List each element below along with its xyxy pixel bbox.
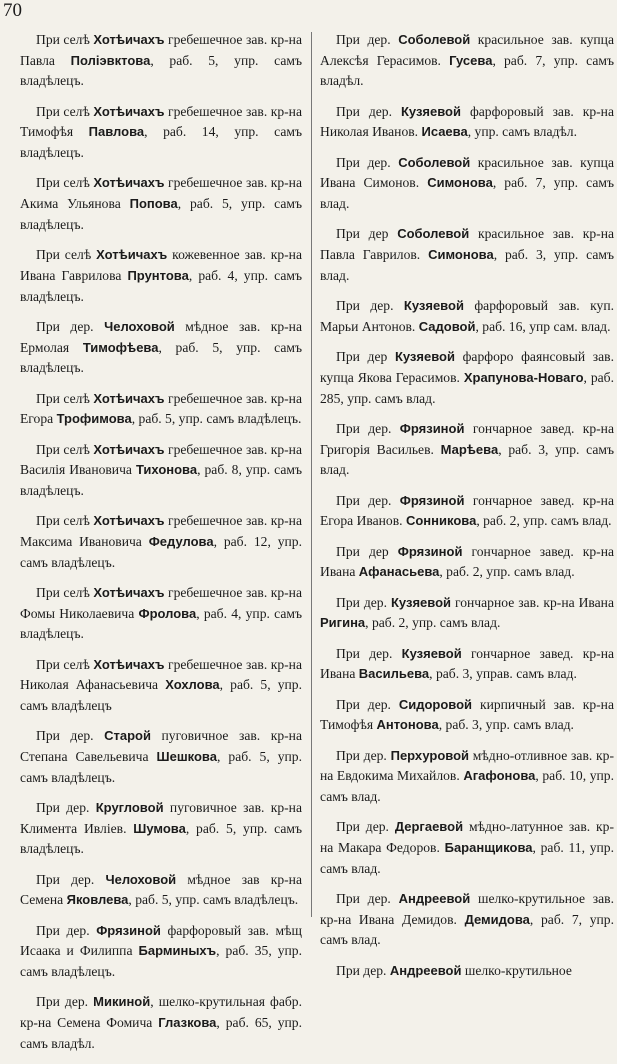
entry-text: При дер. <box>336 696 399 712</box>
register-entry <box>320 593 614 634</box>
entry-text: гребешечное зав. кр-на Павла <box>20 32 302 68</box>
register-entry <box>20 583 302 645</box>
entry-bold-name: Фролова <box>138 605 197 621</box>
entry-text: , раб. 5, упр. самъ владѣлецъ. <box>20 339 302 376</box>
entry-text: красильное зав. кр-на Павла Гаврилов. <box>320 226 614 263</box>
entry-bold-name: Соболевой <box>397 226 470 242</box>
entry-bold-name: Хотѣичахъ <box>96 247 168 263</box>
register-entry <box>20 245 302 307</box>
entry-text: гребешечное зав. кр-на Егора <box>20 390 302 427</box>
entry-text: гребешечное зав. кр-на Василiя Ивановича <box>20 441 302 478</box>
register-entry <box>320 347 614 409</box>
entry-text: фарфоровый зав. кр-на Николая Иванов. <box>320 103 614 140</box>
entry-bold-name: Хотѣичахъ <box>93 175 165 191</box>
entry-text: , раб. 8, упр. самъ владѣлецъ. <box>20 462 303 498</box>
entry-bold-name: Храпунова-Новаго <box>463 369 584 385</box>
entry-text: , раб. 7, упр. самъ владѣл. <box>320 52 615 89</box>
entry-bold-name: Андреевой <box>389 962 462 978</box>
entry-text: , раб. 5, упр. самъ владѣлецъ. <box>20 52 302 89</box>
entry-bold-name: Фрязиной <box>397 543 463 559</box>
entry-text: гребешечное зав. кр-на Акима Ульянова <box>20 175 302 212</box>
entry-bold-name: Васильева <box>358 666 430 682</box>
entry-text: гончарное завед. кр-на Ивана <box>320 645 614 682</box>
entry-bold-name: Фрязиной <box>399 420 465 436</box>
entry-bold-name: Дергаевой <box>394 819 464 835</box>
entry-text: , раб. 12, упр. самъ владѣлецъ. <box>20 533 302 570</box>
entry-text: , упр. самъ владѣл. <box>467 124 577 140</box>
entry-text: , раб. 5, упр. самъ владѣлецъ. <box>20 196 302 232</box>
entry-bold-name: Глазкова <box>158 1015 217 1031</box>
entry-bold-name: Сонникова <box>405 513 477 529</box>
page-number: 70 <box>3 0 22 21</box>
register-entry <box>320 961 614 982</box>
register-entry <box>20 655 302 717</box>
register-entry <box>20 173 302 235</box>
entry-text: , раб. 4, упр. самъ владѣлецъ. <box>20 267 303 304</box>
entry-bold-name: Хотѣичахъ <box>93 103 165 119</box>
entry-bold-name: Андреевой <box>398 890 471 906</box>
entry-text: шелко-крутильное <box>461 962 572 978</box>
entry-text: мѣдно-латунное зав. кр-на Макара Федоров. <box>320 819 614 855</box>
entry-text: , раб. 65, упр. самъ владѣл. <box>20 1015 302 1051</box>
register-entry <box>320 746 614 808</box>
entry-text: , шелко-крутильная фабр. кр-на Семена Фомича <box>20 994 302 1031</box>
entry-text: кирпичный зав. кр-на Тимофѣя <box>320 696 614 733</box>
entry-bold-name: Марѣева <box>440 441 499 457</box>
left-column <box>20 30 302 1064</box>
entry-text: фарфоровый зав. мѣщ Исаака и Филиппа <box>20 922 302 959</box>
entry-text: гребешечное зав. кр-на Фомы Николаевича <box>20 584 302 621</box>
register-entry <box>320 296 614 337</box>
register-entry <box>320 153 614 215</box>
register-entry <box>320 102 614 143</box>
entry-bold-name: Трофимова <box>56 411 132 427</box>
entry-text: мѣдное зав. кр-на Ермолая <box>20 318 302 355</box>
entry-bold-name: Агафонова <box>463 768 536 784</box>
entry-bold-name: Кузяевой <box>401 645 462 661</box>
entry-text: , раб. 10, упр. самъ влад. <box>320 768 614 804</box>
entry-text: При селѣ <box>36 247 97 263</box>
entry-bold-name: Демидова <box>464 911 530 927</box>
register-entry <box>20 440 302 502</box>
entry-text: При дер. <box>336 32 399 47</box>
register-entry <box>320 644 614 685</box>
entry-bold-name: Фрязиной <box>399 492 465 508</box>
entry-text: При дер. <box>336 645 402 661</box>
entry-bold-name: Шумова <box>133 820 186 836</box>
entry-text: , раб. 3, упр. самъ влад. <box>320 441 614 478</box>
entry-text: , раб. 2, упр. самъ влад. <box>439 564 575 580</box>
entry-text: мѣдно-отливное зав. кр-на Евдокима Михайлов. <box>320 747 614 784</box>
entry-bold-name: Хотѣичахъ <box>93 656 165 672</box>
register-entry <box>320 419 614 481</box>
entry-text: гончарное завед. кр-на Егора Иванов. <box>320 492 614 529</box>
entry-text: При дер. <box>36 800 96 816</box>
entry-text: гребешечное зав. кр-на Максима Ивановича <box>20 513 302 549</box>
entry-text: , раб. 2, упр. самъ влад. <box>476 513 612 529</box>
entry-bold-name: Афанасьева <box>358 564 440 580</box>
entry-text: , раб. 5, упр. самъ владѣлецъ. <box>131 411 302 427</box>
entry-bold-name: Соболевой <box>398 154 471 170</box>
entry-text: При дер. <box>336 103 401 119</box>
entry-bold-name: Челоховой <box>105 871 177 887</box>
entry-bold-name: Хотѣичахъ <box>93 390 165 406</box>
entry-bold-name: Хотѣичахъ <box>93 441 165 457</box>
entry-text: При дер. <box>36 318 105 334</box>
entry-bold-name: Гусева <box>449 52 493 68</box>
entry-bold-name: Исаева <box>421 124 468 140</box>
entry-text: При дер. <box>336 492 400 508</box>
entry-text: При дер. <box>36 728 105 744</box>
entry-text: , раб. 5, упр. самъ владѣлецъ. <box>20 749 302 785</box>
register-entry <box>20 511 302 573</box>
register-entry <box>20 870 302 911</box>
entry-text: При дер <box>336 543 398 559</box>
entry-text: При дер. <box>336 298 404 314</box>
entry-text: При селѣ <box>36 513 94 529</box>
entry-text: При селѣ <box>36 390 94 406</box>
entry-text: , раб. 5, упр. самъ владѣлецъ. <box>128 892 299 908</box>
entry-text: , раб. 11, упр. самъ влад. <box>320 839 614 876</box>
entry-text: , раб. 4, упр. самъ владѣлецъ. <box>20 605 302 642</box>
register-entry <box>20 798 302 860</box>
entry-text: фарфоро фаянсовый зав. купца Якова Герасимов. <box>320 349 614 385</box>
entry-text: При дер. <box>336 420 400 436</box>
entry-bold-name: Попова <box>129 196 178 212</box>
entry-text: , раб. 3, упр. самъ влад. <box>438 717 574 733</box>
entry-bold-name: Кузяевой <box>400 103 461 119</box>
entry-text: При дер. <box>336 154 399 170</box>
entry-bold-name: Симонова <box>428 247 494 263</box>
entry-text: При дер. <box>336 890 399 906</box>
entry-text: шелко-крутильное зав. кр-на Ивана Демидов. <box>320 890 614 927</box>
entry-text: гончарное зав. кр-на Ивана <box>451 594 614 610</box>
entry-bold-name: Прунтова <box>127 267 189 283</box>
entry-text: При селѣ <box>36 441 94 457</box>
entry-text: красильное зав. купца Алексѣя Герасимов. <box>320 32 614 68</box>
entry-text: мѣдное зав кр-на Семена <box>20 871 302 908</box>
entry-text: , раб. 2, упр. самъ влад. <box>365 615 501 631</box>
entry-text: При дер. <box>36 994 94 1010</box>
register-entry <box>320 817 614 879</box>
entry-text: пуговичное зав. кр-на Степана Савельевича <box>20 728 302 765</box>
entry-text: красильное зав. купца Ивана Симонов. <box>320 154 614 191</box>
entry-text: , раб. 7, упр. самъ влад. <box>320 911 614 948</box>
register-entry <box>320 224 614 286</box>
entry-bold-name: Микиной <box>93 994 151 1010</box>
entry-text: , раб. 3, упр. самъ влад. <box>320 247 614 283</box>
entry-text: , раб. 285, упр. самъ влад. <box>320 369 614 406</box>
entry-bold-name: Челоховой <box>104 318 175 334</box>
entry-text: гребешечное зав. кр-на Тимофѣя <box>20 103 302 140</box>
entry-text: фарфоровый зав. куп. Марьи Антонов. <box>320 298 614 334</box>
entry-bold-name: Антонова <box>376 717 439 733</box>
entry-bold-name: Садовой <box>418 318 476 334</box>
entry-text: , раб. 3, управ. самъ влад. <box>429 666 577 682</box>
entry-bold-name: Тихонова <box>135 462 198 478</box>
register-entry <box>320 695 614 736</box>
register-entry <box>20 30 302 92</box>
right-column <box>320 30 614 991</box>
entry-text: пуговичное зав. кр-на Климента Ивлiев. <box>20 800 302 836</box>
entry-bold-name: Яковлева <box>66 892 129 908</box>
register-entry <box>320 889 614 951</box>
entry-text: гончарное завед. кр-на Ивана <box>320 543 615 580</box>
entry-bold-name: Хотѣичахъ <box>93 584 165 600</box>
entry-text: При дер. <box>36 871 106 887</box>
entry-bold-name: Хохлова <box>165 677 220 693</box>
register-entry <box>320 542 614 583</box>
entry-text: При селѣ <box>36 32 94 47</box>
entry-text: При селѣ <box>36 584 94 600</box>
entry-bold-name: Симонова <box>427 175 493 191</box>
entry-text: , раб. 16, упр сам. влад. <box>475 318 611 334</box>
entry-bold-name: Сидоровой <box>398 696 473 712</box>
entry-text: При селѣ <box>36 175 94 191</box>
entry-bold-name: Фрязиной <box>96 922 161 938</box>
entry-bold-name: Соболевой <box>398 32 471 47</box>
register-entry <box>20 921 302 983</box>
entry-bold-name: Кузяевой <box>390 594 452 610</box>
entry-bold-name: Кузяевой <box>394 349 455 365</box>
entry-text: При дер <box>336 226 398 242</box>
entry-bold-name: Павлова <box>88 124 145 140</box>
entry-bold-name: Хотѣичахъ <box>93 513 165 529</box>
entry-text: При дер. <box>336 962 390 978</box>
entry-bold-name: Федулова <box>148 533 214 549</box>
entry-text: При дер. <box>336 747 391 763</box>
entry-text: При дер. <box>336 594 391 610</box>
entry-text: , раб. 5, упр. самъ владѣлецъ <box>20 677 302 714</box>
entry-bold-name: Хотѣичахъ <box>93 32 165 47</box>
entry-bold-name: Старой <box>104 728 151 744</box>
entry-bold-name: Ригина <box>320 615 366 631</box>
entry-bold-name: Кузяевой <box>403 298 464 314</box>
entry-text: При дер <box>336 349 395 365</box>
entry-text: , раб. 14, упр. самъ владѣлецъ. <box>20 124 302 161</box>
entry-bold-name: Тимофѣева <box>82 339 159 355</box>
entry-text: , раб. 35, упр. самъ владѣлецъ. <box>20 943 302 980</box>
register-entry <box>320 491 614 532</box>
entry-text: При дер. <box>336 819 395 835</box>
register-entry <box>20 726 302 788</box>
entry-bold-name: Баранщикова <box>444 839 533 855</box>
register-entry <box>20 317 302 379</box>
register-entry <box>20 102 302 164</box>
entry-text: кожевенное зав. кр-на Ивана Гаврилова <box>20 247 302 283</box>
entry-text: , раб. 7, упр. самъ влад. <box>320 175 615 212</box>
entry-text: При селѣ <box>36 103 94 119</box>
entry-text: гребешечное зав. кр-на Николая Афанасьевича <box>20 656 302 693</box>
entry-bold-name: Перхуровой <box>390 747 470 763</box>
entry-bold-name: Полiэвктова <box>70 52 151 68</box>
register-entry <box>20 992 302 1054</box>
entry-text: При дер. <box>36 922 97 938</box>
entry-text: гончарное завед. кр-на Григорiя Васильев. <box>320 420 614 457</box>
register-entry <box>320 30 614 92</box>
register-entry <box>20 389 302 430</box>
entry-text: , раб. 5, упр. самъ владѣлецъ. <box>20 820 302 857</box>
column-divider <box>311 32 312 917</box>
entry-bold-name: Барминыхъ <box>138 943 217 959</box>
entry-text: При селѣ <box>36 656 94 672</box>
entry-bold-name: Шешкова <box>156 749 217 765</box>
entry-bold-name: Кругловой <box>95 800 164 816</box>
